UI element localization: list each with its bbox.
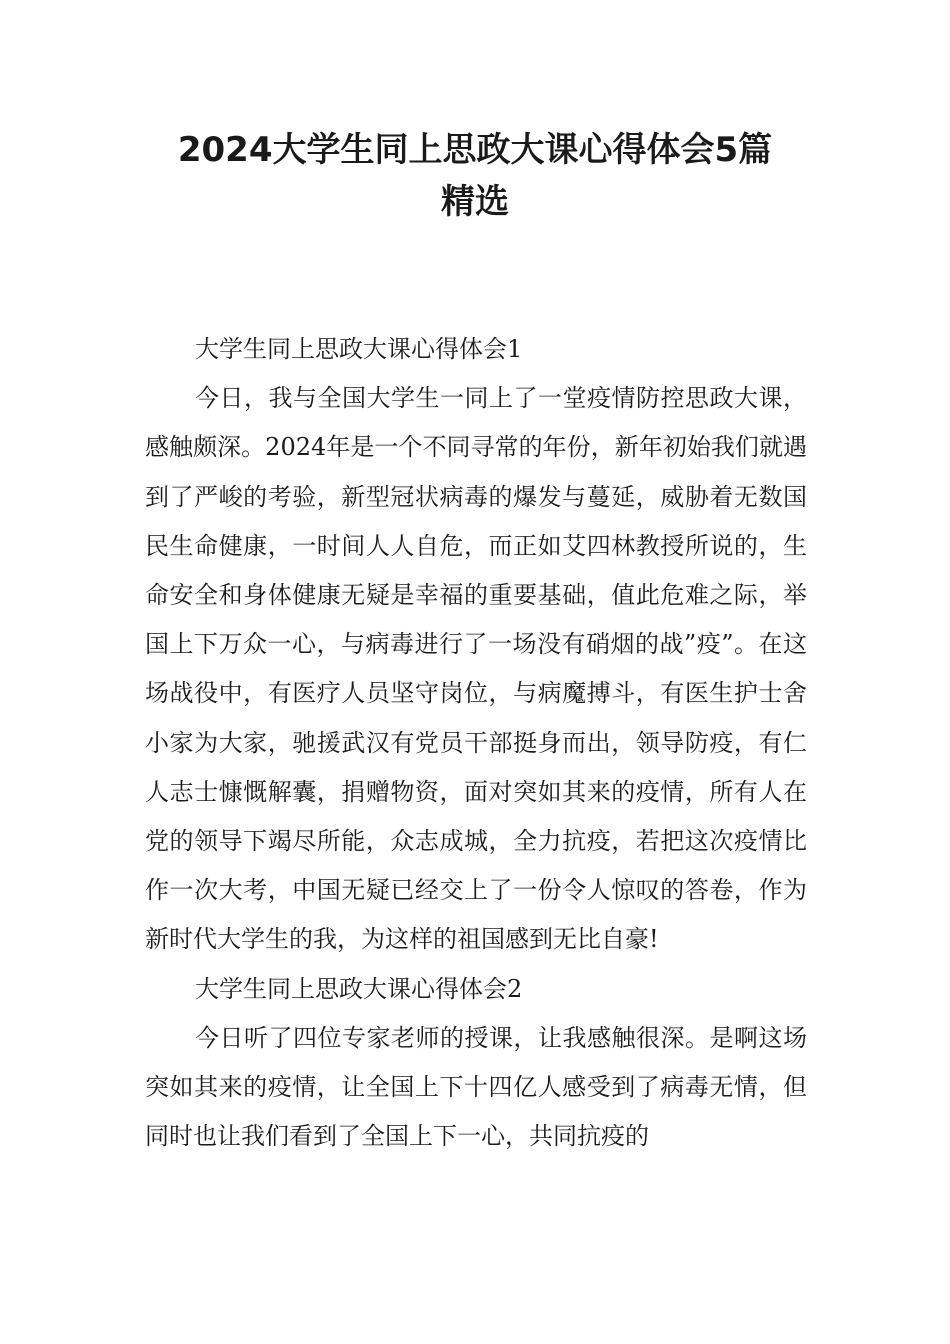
document-body bbox=[145, 325, 807, 1161]
section-1-heading: 大学生同上思政大课心得体会1 bbox=[195, 335, 523, 363]
section-2-paragraph: 今日听了四位专家老师的授课，让我感触很深。是啊这场突如其来的疫情，让全国上下十四亿人感受到了病毒无情，但同时也让我们看到了全国上下一心，共同抗疫的 bbox=[145, 1023, 807, 1151]
title-line-2: 精选 bbox=[441, 182, 509, 222]
document-title bbox=[120, 124, 830, 228]
section-1-paragraph: 今日，我与全国大学生一同上了一堂疫情防控思政大课，感触颇深。2024年是一个不同寻常的年份，新年初始我们就遇到了严峻的考验，新型冠状病毒的爆发与蔓延，威胁着无数国民生命健康，一时间人人自危，而正如艾四林教授所说的，生命安全和身体健康无疑是幸福的重要基础，值此危难之际，举国上下万众一心，与病毒进行了一场没有硝烟的战”疫”。在这场战役中，有医疗人员坚守岗位，与病魔搏斗，有医生护士舍小家为大家，驰援武汉有党员干部挺身而出，领导防疫，有仁人志士慷慨解囊，捐赠物资，面对突如其来的疫情，所有人在党的领导下竭尽所能，众志成城，全力抗疫，若把这次疫情比作一次大考，中国无疑已经交上了一份令人惊叹的答卷，作为新时代大学生的我，为这样的祖国感到无比自豪! bbox=[145, 384, 807, 954]
section-2-heading: 大学生同上思政大课心得体会2 bbox=[195, 974, 523, 1003]
title-line-1: 2024大学生同上思政大课心得体会5篇 bbox=[177, 130, 773, 170]
